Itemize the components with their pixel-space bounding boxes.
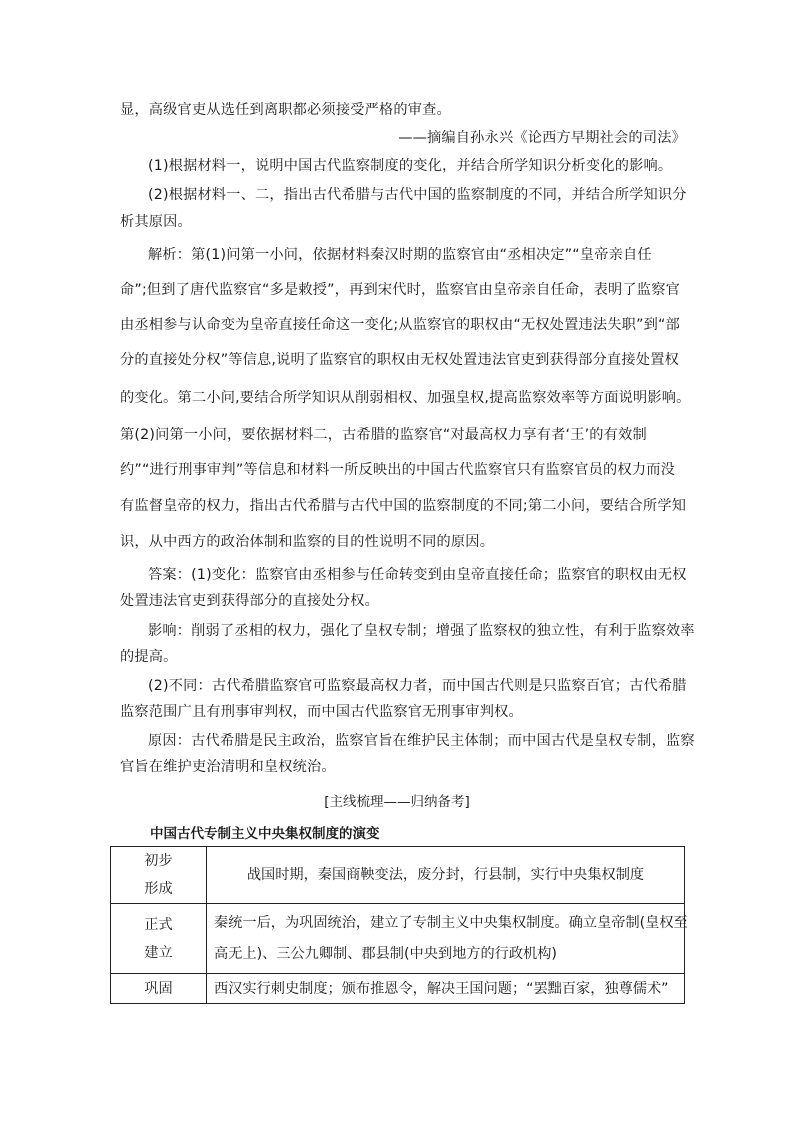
analysis-line: 命”;但到了唐代监察官“多是敕授”，再到宋代时，监察官由皇帝亲自任命，表明了监察官: [120, 282, 680, 298]
analysis-line: 约”“进行刑事审判”等信息和材料一所反映出的中国古代监察官只有监察官员的权力而没: [120, 462, 675, 478]
table-row: [111, 904, 685, 974]
answer-line: (2)不同：古代希腊监察官可监察最高权力者，而中国古代则是只监察百官；古代希腊: [148, 678, 687, 694]
stage-label: 建立: [144, 944, 173, 961]
question-1: (1)根据材料一，说明中国古代监察制度的变化，并结合所学知识分析变化的影响。: [148, 158, 673, 174]
text-line: 显，高级官吏从选任到离职都必须接受严格的审查。: [120, 102, 451, 118]
stage-label: 正式: [144, 916, 173, 933]
answer-line: 处置违法官吏到获得部分的直接处分权。: [120, 593, 379, 609]
description-text: 西汉实行刺史制度；颁布推恩令，解决王国问题；“罢黜百家，独尊儒术”: [214, 980, 669, 997]
table-row: [111, 974, 685, 1004]
answer-line: 答案：(1)变化：监察官由丞相参与任命转变到由皇帝直接任命；监察官的职权由无权: [148, 567, 687, 583]
answer-line: 监察范围广且有刑事审判权，而中国古代监察官无刑事审判权。: [120, 704, 523, 720]
table-row: [111, 847, 685, 904]
description-text: 战国时期，秦国商鞅变法，废分封，行县制，实行中央集权制度: [246, 867, 645, 883]
analysis-line: 由丞相参与认命变为皇帝直接任命这一变化;从监察官的职权由“无权处置违法失职”到“部: [120, 317, 680, 333]
evolution-table: [110, 846, 688, 1004]
stage-label: 巩固: [144, 980, 173, 997]
analysis-line: 识，从中西方的政治体制和监察的目的性说明不同的原因。: [120, 534, 495, 550]
stage-cell: [111, 847, 207, 904]
answer-line: 影响：削弱了丞相的权力，强化了皇权专制；增强了监察权的独立性，有利于监察效率: [148, 623, 695, 639]
stage-cell: [111, 904, 207, 974]
description-cell: [207, 974, 685, 1004]
description-cell: [207, 847, 685, 904]
analysis-line: 的变化。第二小问,要结合所学知识从削弱相权、加强皇权,提高监察效率等方面说明影响。: [120, 390, 691, 406]
stage-label: 形成: [144, 881, 173, 897]
section-heading: [主线梳理——归纳备考]: [324, 794, 470, 810]
table-title: 中国古代专制主义中央集权制度的演变: [150, 826, 380, 842]
analysis-line: 解析：第(1)问第一小问，依据材料秦汉时期的监察官由“丞相决定”“皇帝亲自任: [148, 247, 652, 263]
answer-line: 原因：古代希腊是民主政治，监察官旨在维护民主体制；而中国古代是皇权专制，监察: [148, 733, 695, 749]
analysis-line: 第(2)问第一小问，要依据材料二，古希腊的监察官“对最高权力享有者‘王’的有效制: [120, 427, 647, 443]
stage-cell: [111, 974, 207, 1004]
description-cell: [207, 904, 688, 974]
stage-label: 初步: [144, 853, 173, 869]
description-text: 秦统一后，为巩固统治，建立了专制主义中央集权制度。确立皇帝制(皇权至: [214, 914, 688, 931]
source-citation: ——摘编自孙永兴《论西方早期社会的司法》: [398, 130, 686, 146]
analysis-line: 有监督皇帝的权力，指出古代希腊与古代中国的监察制度的不同;第二小问，要结合所学知: [120, 498, 687, 514]
question-2-cont: 析其原因。: [120, 214, 192, 230]
answer-line: 官旨在维护吏治清明和皇权统治。: [120, 759, 336, 775]
description-text: 高无上)、三公九卿制、郡县制(中央到地方的行政机构): [214, 945, 557, 962]
answer-line: 的提高。: [120, 649, 178, 665]
question-2: (2)根据材料一、二，指出古代希腊与古代中国的监察制度的不同，并结合所学知识分: [148, 187, 687, 203]
analysis-line: 分的直接处分权”等信息,说明了监察官的职权由无权处置违法官吏到获得部分直接处置权: [120, 352, 679, 368]
